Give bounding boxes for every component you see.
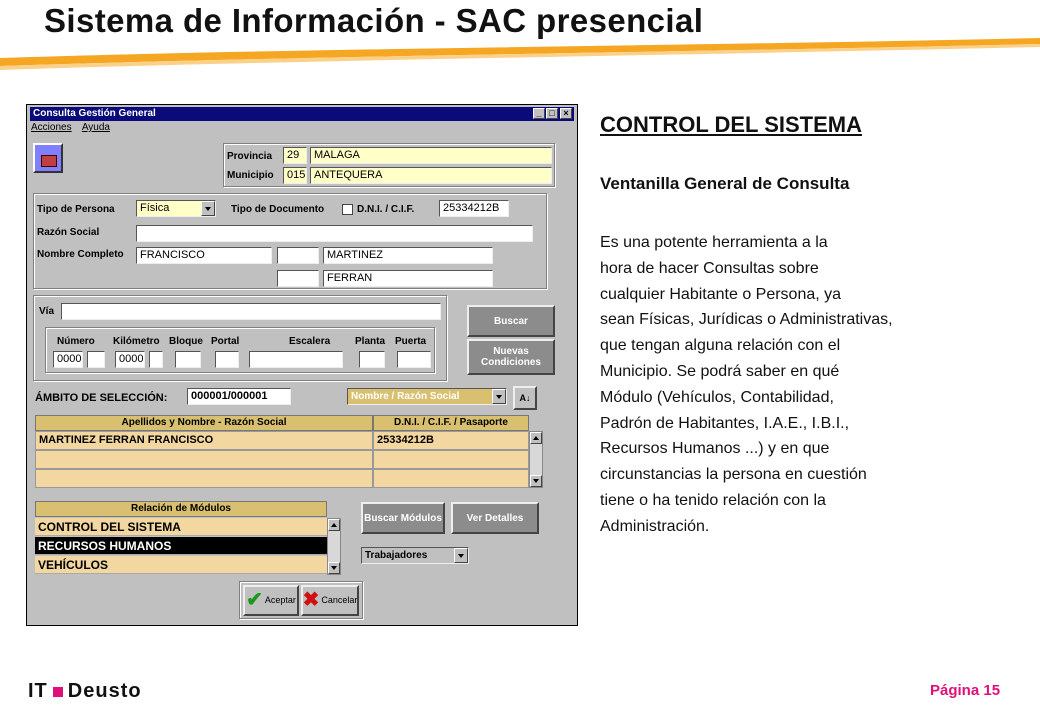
escalera-label: Escalera [289, 336, 331, 347]
chevron-down-icon [201, 201, 215, 216]
description-line: Recursos Humanos ...) y en que [600, 440, 830, 458]
numero-label: Número [57, 336, 95, 347]
results-row-empty[interactable] [373, 469, 529, 488]
results-row-empty[interactable] [35, 469, 373, 488]
tipo-persona-label: Tipo de Persona [37, 204, 115, 215]
minimize-button[interactable]: _ [533, 108, 545, 119]
slide-title: Sistema de Información - SAC presencial [44, 2, 704, 39]
section-subtitle: Ventanilla General de Consulta [600, 174, 850, 193]
escalera-field[interactable] [249, 351, 343, 368]
documento-checkbox[interactable] [342, 204, 353, 215]
description-line: circunstancias la persona en cuestión [600, 466, 867, 484]
results-scrollbar[interactable] [529, 431, 543, 488]
documento-label: D.N.I. / C.I.F. [357, 204, 415, 215]
nombre-completo-label: Nombre Completo [37, 249, 124, 260]
razon-social-field[interactable] [136, 225, 533, 242]
module-item[interactable]: VEHÍCULOS [35, 556, 327, 574]
module-filter-select[interactable] [361, 547, 469, 564]
query-tool-icon[interactable] [33, 143, 63, 173]
app-window [26, 104, 578, 626]
chevron-down-icon [492, 389, 506, 404]
close-button[interactable]: × [560, 108, 572, 119]
maximize-button[interactable]: □ [546, 108, 558, 119]
scroll-down-icon[interactable] [530, 475, 542, 487]
description-line: que tengan alguna relación con el [600, 337, 841, 355]
apellido1-field[interactable]: MARTINEZ [323, 247, 493, 264]
tipo-persona-select[interactable] [136, 200, 216, 217]
menu-acciones[interactable]: Acciones [31, 122, 72, 133]
logo-square-icon [53, 687, 63, 697]
description-line: tiene o ha tenido relación con la [600, 491, 826, 509]
aceptar-label: Aceptar [264, 595, 296, 605]
order-select[interactable] [347, 388, 507, 405]
documento-field[interactable]: 25334212B [439, 200, 509, 217]
buscar-button-label: Buscar [469, 307, 553, 335]
bloque-field[interactable] [175, 351, 201, 368]
numero-field[interactable]: 0000 [53, 351, 83, 368]
check-icon: ✔ [246, 589, 263, 611]
results-header-name: Apellidos y Nombre - Razón Social [35, 415, 373, 431]
section-title: CONTROL DEL SISTEMA [600, 112, 862, 137]
results-header-dni: D.N.I. / C.I.F. / Pasaporte [373, 415, 529, 431]
municipio-name-field[interactable]: ANTEQUERA [310, 167, 552, 184]
tipo-documento-label: Tipo de Documento [231, 204, 325, 215]
tipo-persona-value: Física [140, 202, 170, 214]
menu-bar [31, 122, 118, 136]
results-row-empty[interactable] [373, 450, 529, 469]
ver-detalles-label: Ver Detalles [453, 504, 537, 532]
results-row-name[interactable]: MARTINEZ FERRAN FRANCISCO [35, 431, 373, 450]
window-title: Consulta Gestión General [33, 108, 156, 119]
page-number: Página 15 [930, 682, 1001, 699]
nombre-field[interactable]: FRANCISCO [136, 247, 272, 264]
scroll-up-icon[interactable] [328, 519, 340, 531]
bloque-label: Bloque [169, 336, 203, 347]
portal-label: Portal [211, 336, 240, 347]
nuevas-condiciones-label: Nuevas Condiciones [469, 341, 553, 373]
ver-detalles-button[interactable] [451, 502, 539, 534]
buscar-modulos-label: Buscar Módulos [363, 504, 443, 532]
description-line: sean Físicas, Jurídicas o Administrativas, [600, 311, 893, 329]
description [600, 230, 893, 540]
description-line: Padrón de Habitantes, I.A.E., I.B.I., [600, 414, 850, 432]
kilometro-label: Kilómetro [113, 336, 160, 347]
via-label: Vía [39, 306, 55, 317]
x-icon: ✖ [302, 589, 320, 611]
via-field[interactable] [61, 303, 441, 320]
description-line: Módulo (Vehículos, Contabilidad, [600, 388, 834, 406]
kilometro-extra-field[interactable] [149, 351, 163, 368]
chevron-down-icon [454, 548, 468, 563]
scroll-down-icon[interactable] [328, 562, 340, 574]
provincia-name-field[interactable]: MALAGA [310, 147, 552, 164]
cancelar-label: Cancelar [321, 595, 358, 605]
sort-az-icon[interactable]: A↓ [513, 386, 537, 410]
apellido2-field[interactable]: FERRAN [323, 270, 493, 287]
puerta-field[interactable] [397, 351, 431, 368]
numero-extra-field[interactable] [87, 351, 105, 368]
aceptar-button[interactable] [243, 585, 299, 616]
razon-social-label: Razón Social [37, 227, 100, 238]
buscar-button[interactable] [467, 305, 555, 337]
provincia-label: Provincia [227, 151, 273, 162]
results-row-dni[interactable]: 25334212B [373, 431, 529, 450]
municipio-label: Municipio [227, 170, 274, 181]
modules-header: Relación de Módulos [35, 501, 327, 517]
modules-scrollbar[interactable] [327, 518, 341, 575]
logo-it: IT [28, 680, 48, 702]
results-row-empty[interactable] [35, 450, 373, 469]
particle1-field[interactable] [277, 247, 319, 264]
header-swoosh [0, 36, 1040, 76]
puerta-label: Puerta [395, 336, 427, 347]
cancelar-button[interactable] [301, 585, 359, 616]
module-item-selected[interactable]: RECURSOS HUMANOS [35, 537, 327, 555]
nuevas-condiciones-button[interactable] [467, 339, 555, 375]
it-deusto-logo [28, 680, 142, 703]
module-item[interactable]: CONTROL DEL SISTEMA [35, 518, 327, 536]
order-select-value: Nombre / Razón Social [351, 391, 460, 402]
planta-field[interactable] [359, 351, 385, 368]
menu-ayuda[interactable]: Ayuda [81, 122, 110, 133]
description-line: hora de hacer Consultas sobre [600, 259, 819, 277]
particle2-field[interactable] [277, 270, 319, 287]
description-line: Es una potente herramienta a la [600, 234, 828, 251]
buscar-modulos-button[interactable] [361, 502, 445, 534]
window-titlebar [30, 107, 574, 121]
scroll-up-icon[interactable] [530, 432, 542, 444]
ambito-label: ÁMBITO DE SELECCIÓN: [35, 392, 168, 404]
kilometro-field[interactable]: 0000 [115, 351, 145, 368]
provincia-code-field[interactable]: 29 [283, 147, 307, 164]
module-filter-value: Trabajadores [365, 550, 428, 561]
municipio-code-field[interactable]: 015 [283, 167, 307, 184]
ambito-field[interactable]: 000001/000001 [187, 388, 291, 405]
planta-label: Planta [355, 336, 386, 347]
description-line: Administración. [600, 517, 710, 535]
logo-deusto: Deusto [67, 680, 142, 702]
description-line: Municipio. Se podrá saber en qué [600, 362, 840, 380]
portal-field[interactable] [215, 351, 239, 368]
description-line: cualquier Habitante o Persona, ya [600, 285, 842, 303]
